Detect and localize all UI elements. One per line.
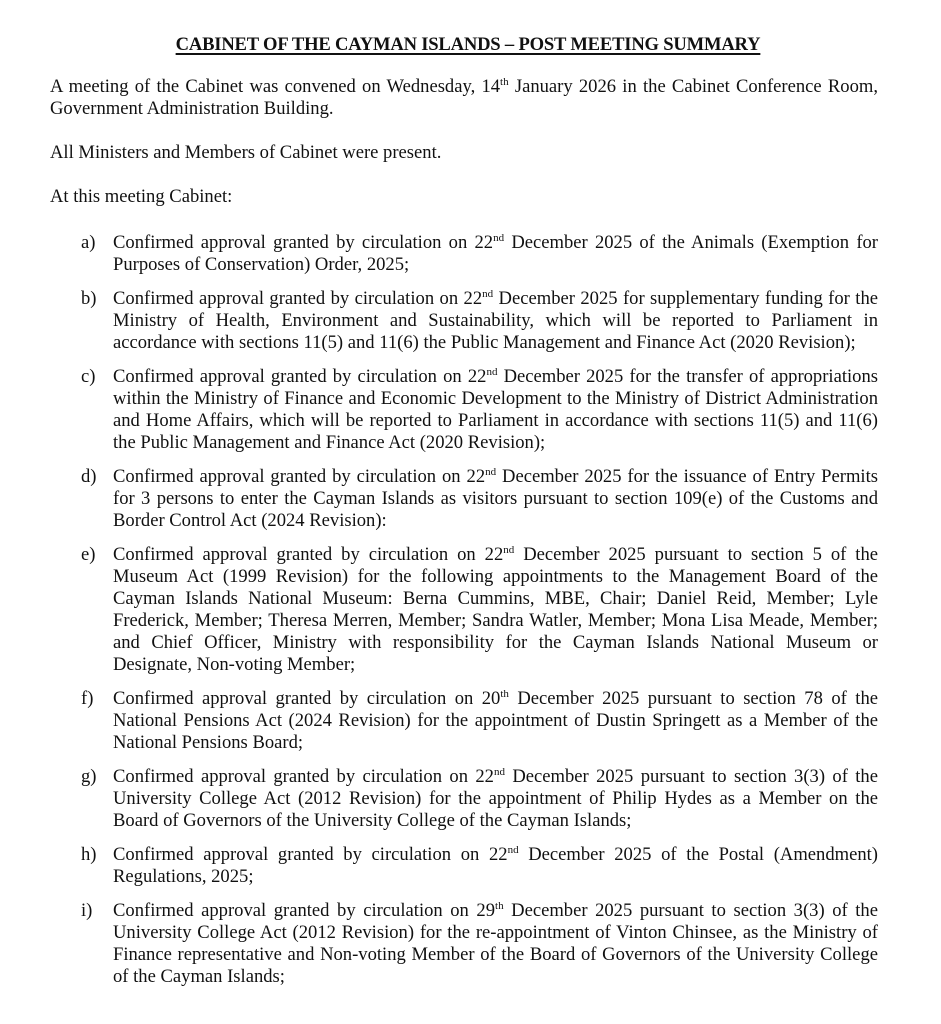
meeting-details-text-cont: January 2026 in the Cabinet Conference Room, Government Administration Building. [50, 76, 878, 119]
decision-item-d [50, 466, 878, 532]
ordinal-suffix: nd [493, 766, 505, 778]
item-text-end: December 2025 for the issuance of Entry Permits for 3 persons to enter the Cayman Islands as visitors pursuant to section 109(e) of the Customs and Border Control Act (2024 Revision): [113, 466, 878, 531]
ordinal-suffix: nd [486, 366, 498, 378]
item-text-start: Confirmed approval granted by circulation on 22 [113, 766, 494, 787]
item-marker: i) [81, 900, 93, 921]
item-text-end: December 2025 for supplementary funding for the Ministry of Health, Environment and Sustainability, which will be reported to Parliament in accordance with sections 11(5) and 11(6) the Public Management and Finance Act (2020 Revision); [113, 288, 878, 353]
item-text [113, 232, 878, 276]
lead-in-paragraph: At this meeting Cabinet: [50, 186, 233, 207]
decision-item-b [50, 288, 878, 354]
item-text-start: Confirmed approval granted by circulation on 22 [113, 366, 487, 387]
ordinal-suffix: nd [482, 288, 494, 300]
item-marker: d) [81, 466, 97, 487]
item-text-start: Confirmed approval granted by circulation on 20 [113, 688, 501, 709]
decision-item-g [50, 766, 878, 832]
item-marker: b) [81, 288, 97, 309]
decision-item-a [50, 232, 878, 276]
item-text [113, 466, 878, 532]
ordinal-suffix: nd [503, 544, 515, 556]
item-text [113, 900, 878, 988]
decisions-list [50, 232, 878, 988]
meeting-details-paragraph [50, 76, 878, 120]
decision-item-h [50, 844, 878, 888]
item-text [113, 544, 878, 676]
decision-item-e [50, 544, 878, 676]
item-text [113, 688, 878, 754]
item-text-start: Confirmed approval granted by circulation on 22 [113, 466, 486, 487]
decision-item-f [50, 688, 878, 754]
item-text-end: December 2025 pursuant to section 78 of the National Pensions Act (2024 Revision) for the appointment of Dustin Springett as a Member of the National Pensions Board; [113, 688, 878, 753]
ordinal-suffix: th [495, 900, 504, 912]
item-text-start: Confirmed approval granted by circulation on 22 [113, 232, 494, 253]
item-marker: g) [81, 766, 97, 787]
item-text-end: December 2025 pursuant to section 3(3) of the University College Act (2012 Revision) for the appointment of Philip Hydes as a Member on the Board of Governors of the University College of the Cayman Islands; [113, 766, 878, 831]
item-text-end: December 2025 pursuant to section 5 of the Museum Act (1999 Revision) for the following appointments to the Management Board of the Cayman Islands National Museum: Berna Cummins, MBE, Chair; Daniel Reid, Member; Lyle Frederick, Member; Theresa Merren, Member; Sandra Watler, Member; Mona Lisa Meade, Member; and Chief Officer, Ministry with responsibility for the Cayman Islands National Museum or Designate, Non-voting Member; [113, 544, 878, 675]
item-marker: f) [81, 688, 94, 709]
item-marker: c) [81, 366, 96, 387]
item-text-end: December 2025 for the transfer of appropriations within the Ministry of Finance and Economic Development to the Ministry of District Administration and Home Affairs, which will be reported to Parliament in accordance with sections 11(5) and 11(6) the Public Management and Finance Act (2020 Revision); [113, 366, 878, 453]
item-text [113, 844, 878, 888]
item-text [113, 288, 878, 354]
attendance-paragraph: All Ministers and Members of Cabinet were present. [50, 142, 442, 163]
item-text-start: Confirmed approval granted by circulation on 22 [113, 544, 504, 565]
ordinal-suffix: th [500, 76, 509, 88]
item-text-end: December 2025 pursuant to section 3(3) of the University College Act (2012 Revision) for the re-appointment of Vinton Chinsee, as the Ministry of Finance representative and Non-voting Member of the Board of Governors of the University College of the Cayman Islands; [113, 900, 878, 987]
meeting-details-text: A meeting of the Cabinet was convened on Wednesday, 14 [50, 76, 501, 97]
item-marker: a) [81, 232, 96, 253]
item-marker: h) [81, 844, 97, 865]
item-text-start: Confirmed approval granted by circulation on 29 [113, 900, 496, 921]
ordinal-suffix: nd [507, 844, 519, 856]
decision-item-i [50, 900, 878, 988]
item-marker: e) [81, 544, 96, 565]
item-text [113, 766, 878, 832]
item-text-end: December 2025 of the Postal (Amendment) Regulations, 2025; [113, 844, 879, 887]
document-title: CABINET OF THE CAYMAN ISLANDS – POST MEETING SUMMARY [175, 34, 761, 55]
ordinal-suffix: th [500, 688, 509, 700]
decision-item-c [50, 366, 878, 454]
ordinal-suffix: nd [485, 466, 497, 478]
item-text-start: Confirmed approval granted by circulation on 22 [113, 288, 483, 309]
item-text-start: Confirmed approval granted by circulation on 22 [113, 844, 508, 865]
item-text [113, 366, 878, 454]
item-text-end: December 2025 of the Animals (Exemption for Purposes of Conservation) Order, 2025; [113, 232, 878, 275]
ordinal-suffix: nd [493, 232, 505, 244]
